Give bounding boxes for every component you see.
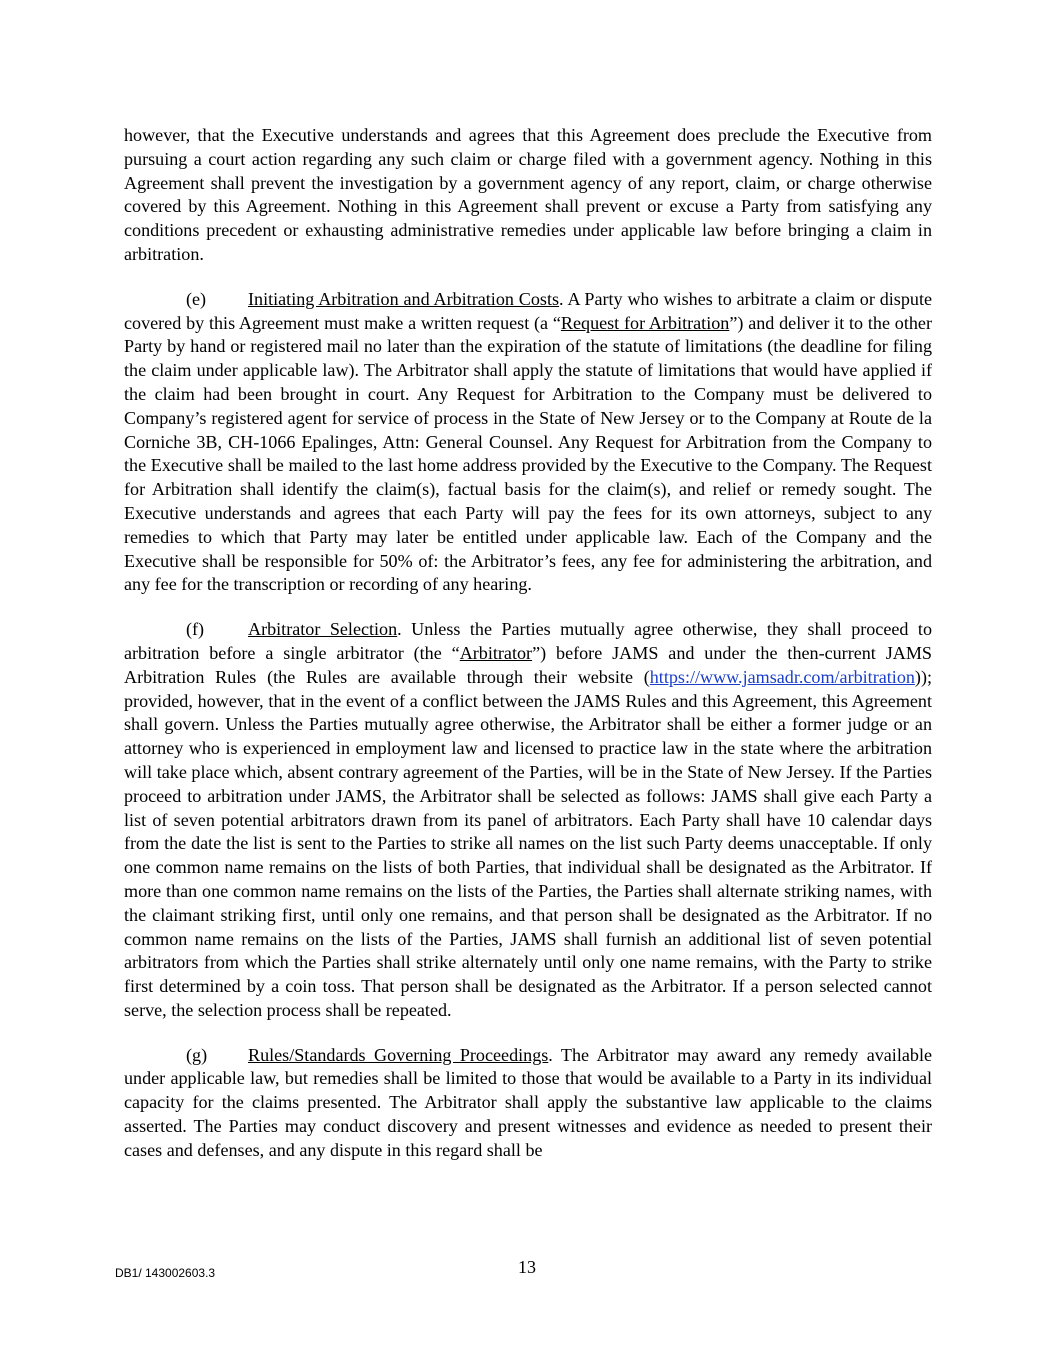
document-body — [124, 124, 932, 1184]
paragraph-text: . The Arbitrator may award any remedy available under applicable law, but remedies shall be limited to those that would be available to a Party in its individual capacity for the claims presented. The Arbitrator shall apply the substantive law applicable to the claims asserted. The Parties may conduct discovery and present witnesses and evidence as needed to present their cases and defenses, and any dispute in this regard shall be — [124, 1044, 932, 1160]
paragraph-f — [124, 618, 932, 1023]
paragraph-g — [124, 1044, 932, 1163]
paragraph-text: ”) and deliver it to the other Party by hand or registered mail no later than the expiration of the statute of limitations (the deadline for filing the claim under applicable law). The Arbitrator shall apply the statute of limitations that would have applied if the claim had been brought in court. Any Request for Arbitration to the Company must be delivered to Company’s registered agent for service of process in the State of New Jersey or to the Company at Route de la Corniche 3B, CH-1066 Epalinges, Attn: General Counsel. Any Request for Arbitration from the Company to the Executive shall be mailed to the last home address provided by the Executive to the Company. The Request for Arbitration shall identify the claim(s), factual basis for the claim(s), and relief or remedy sought. The Executive understands and agrees that each Party will pay the fees for its own attorneys, subject to any remedies to which that Party may later be entitled under applicable law. Each of the Company and the Executive shall be responsible for 50% of: the Arbitrator’s fees, any fee for administering the arbitration, and any fee for the transcription or recording of any hearing. — [124, 312, 932, 595]
footer-document-id: DB1/ 143002603.3 — [115, 1266, 216, 1280]
paragraph-text: . A Party who wishes to arbitrate a claim or dispute covered by this Agreement must make a written request (a “ — [124, 288, 932, 333]
defined-term-arbitrator: Arbitrator — [459, 642, 533, 663]
paragraph-text: )); provided, however, that in the event of a conflict between the JAMS Rules and this Agreement, this Agreement shall govern. Unless the Parties mutually agree otherwise, the Arbitrator shall be either a former judge or an attorney who is experienced in employment law and licensed to practice law in the state where the arbitration will take place which, absent contrary agreement of the Parties, will be in the State of New Jersey. If the Parties proceed to arbitration under JAMS, the Arbitrator shall be selected as follows: JAMS shall give each Party a list of seven potential arbitrators drawn from its panel of arbitrators. Each Party shall have 10 calendar days from the date the list is sent to the Parties to strike all names on the list such Party deems unacceptable. If only one common name remains on the lists of both Parties, that individual shall be designated as the Arbitrator. If more than one common name remains on the lists of the Parties, the Parties shall alternate striking names, with the claimant striking first, until only one remains, and that person shall be designated as the Arbitrator. If no common name remains on the lists of the Parties, JAMS shall furnish an additional list of seven potential arbitrators from which the Parties shall strike alternately until only one name remains, with the Party to strike first determined by a coin toss. That person shall be designated as the Arbitrator. If a person selected cannot serve, the selection process shall be repeated. — [124, 666, 932, 1020]
section-heading-g: Rules/Standards Governing Proceedings — [248, 1044, 549, 1065]
jams-website-link[interactable]: https://www.jamsadr.com/arbitration — [649, 666, 915, 687]
defined-term-request-for-arbitration: Request for Arbitration — [560, 312, 730, 333]
section-heading-f: Arbitrator Selection — [248, 619, 398, 640]
paragraph-text: ”) before JAMS and under the then-current JAMS Arbitration Rules (the Rules are available through their website ( — [124, 642, 932, 687]
page-number: 13 — [518, 1257, 536, 1277]
paragraph-continuation — [124, 124, 932, 267]
section-heading-e: Initiating Arbitration and Arbitration Costs — [248, 288, 560, 309]
section-marker-e: (e) — [186, 288, 207, 309]
paragraph-text: . Unless the Parties mutually agree otherwise, they shall proceed to arbitration before a single arbitrator (the “ — [124, 619, 932, 663]
paragraph-e — [124, 288, 932, 597]
section-marker-g: (g) — [186, 1044, 208, 1065]
paragraph-text: however, that the Executive understands and agrees that this Agreement does preclude the Executive from pursuing a court action regarding any such claim or charge filed with a government agency. Nothing in this Agreement shall prevent the investigation by a government agency of any report, claim, or charge otherwise covered by this Agreement. Nothing in this Agreement shall prevent or excuse a Party from satisfying any conditions precedent or exhausting administrative remedies under applicable law before bringing a claim in arbitration. — [124, 125, 932, 264]
section-marker-f: (f) — [186, 619, 205, 640]
